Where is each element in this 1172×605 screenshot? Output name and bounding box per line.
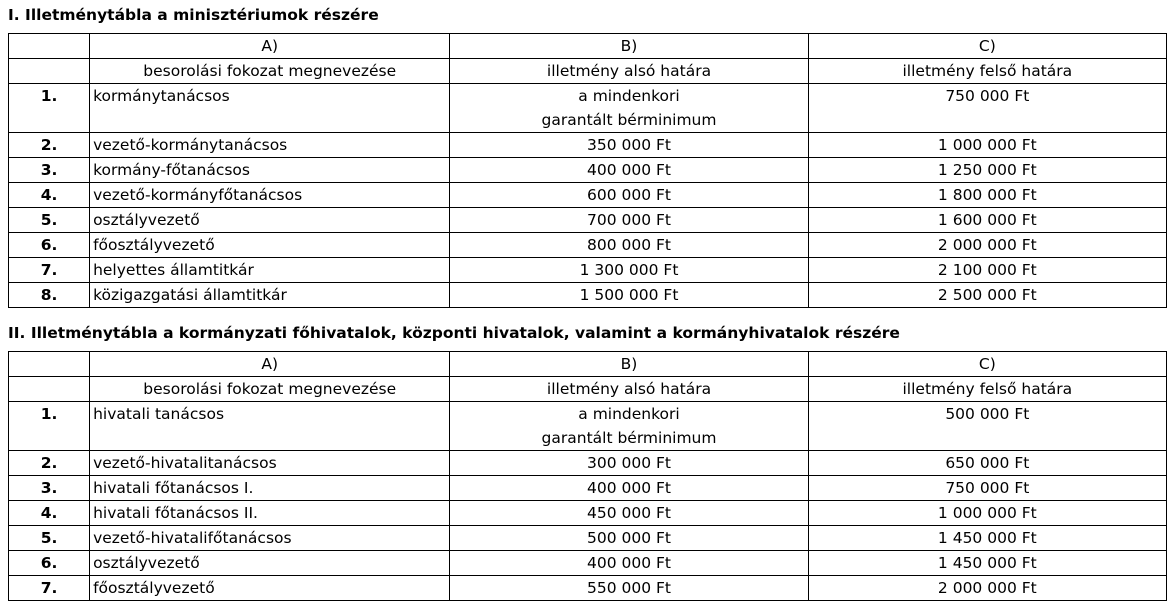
grade-name: vezető-hivatalifőtanácsos (90, 526, 450, 551)
salary-max: 2 100 000 Ft (808, 258, 1166, 283)
salary-max: 2 000 000 Ft (808, 576, 1166, 601)
column-letter: B) (450, 34, 808, 59)
header-corner-cell (9, 352, 90, 377)
salary-min: 350 000 Ft (450, 133, 808, 158)
column-header: besorolási fokozat megnevezése (90, 59, 450, 84)
grade-name: főosztályvezető (90, 233, 450, 258)
section-title: I. Illetménytábla a minisztériumok részére (8, 6, 379, 24)
salary-min: 450 000 Ft (450, 501, 808, 526)
header-corner-cell (9, 34, 90, 59)
salary-min: 1 300 000 Ft (450, 258, 808, 283)
salary-min-line: a mindenkori (578, 87, 680, 105)
grade-name: osztályvezető (90, 208, 450, 233)
grade-name: vezető-kormányfőtanácsos (90, 183, 450, 208)
table-row (9, 133, 1167, 158)
salary-max: 2 500 000 Ft (808, 283, 1166, 308)
salary-max: 1 000 000 Ft (808, 133, 1166, 158)
row-number: 5. (9, 208, 90, 233)
salary-max: 1 800 000 Ft (808, 183, 1166, 208)
table-row (9, 158, 1167, 183)
salary-min: 400 000 Ft (450, 476, 808, 501)
grade-name: vezető-hivatalitanácsos (90, 451, 450, 476)
column-header-row (9, 59, 1167, 84)
row-number: 1. (9, 402, 90, 451)
row-number: 2. (9, 451, 90, 476)
table-row (9, 501, 1167, 526)
table-row (9, 526, 1167, 551)
section-title: II. Illetménytábla a kormányzati főhivatalok, központi hivatalok, valamint a kormányhivatalok részére (8, 324, 900, 342)
column-header: besorolási fokozat megnevezése (90, 377, 450, 402)
salary-min: 400 000 Ft (450, 158, 808, 183)
grade-name: hivatali főtanácsos II. (90, 501, 450, 526)
column-letter: A) (90, 352, 450, 377)
table-row (9, 233, 1167, 258)
salary-table-ministries (8, 33, 1167, 308)
row-number: 2. (9, 133, 90, 158)
column-header: illetmény felső határa (808, 59, 1166, 84)
grade-name: vezető-kormánytanácsos (90, 133, 450, 158)
salary-max: 1 250 000 Ft (808, 158, 1166, 183)
salary-max: 500 000 Ft (808, 402, 1166, 451)
salary-min-line: a mindenkori (578, 405, 680, 423)
salary-min-line: garantált bérminimum (541, 111, 717, 129)
table-row (9, 476, 1167, 501)
table-row (9, 451, 1167, 476)
row-number: 3. (9, 476, 90, 501)
table-row (9, 258, 1167, 283)
salary-max: 750 000 Ft (808, 476, 1166, 501)
table-row (9, 576, 1167, 601)
grade-name: hivatali főtanácsos I. (90, 476, 450, 501)
column-letter-row (9, 352, 1167, 377)
row-number: 7. (9, 258, 90, 283)
table-row (9, 84, 1167, 133)
table-row (9, 183, 1167, 208)
header-corner-cell (9, 377, 90, 402)
salary-max: 750 000 Ft (808, 84, 1166, 133)
column-letter: C) (808, 352, 1166, 377)
column-header-row (9, 377, 1167, 402)
salary-min: 600 000 Ft (450, 183, 808, 208)
row-number: 8. (9, 283, 90, 308)
table-row (9, 402, 1167, 451)
salary-min: 500 000 Ft (450, 526, 808, 551)
column-header: illetmény alsó határa (450, 59, 808, 84)
grade-name: kormány-főtanácsos (90, 158, 450, 183)
salary-table-offices (8, 351, 1167, 601)
column-letter: B) (450, 352, 808, 377)
row-number: 6. (9, 551, 90, 576)
table-row (9, 283, 1167, 308)
salary-max: 1 000 000 Ft (808, 501, 1166, 526)
salary-max: 2 000 000 Ft (808, 233, 1166, 258)
salary-max: 650 000 Ft (808, 451, 1166, 476)
grade-name: helyettes államtitkár (90, 258, 450, 283)
row-number: 1. (9, 84, 90, 133)
salary-min: 1 500 000 Ft (450, 283, 808, 308)
row-number: 4. (9, 183, 90, 208)
column-header: illetmény felső határa (808, 377, 1166, 402)
row-number: 3. (9, 158, 90, 183)
column-letter-row (9, 34, 1167, 59)
header-corner-cell (9, 59, 90, 84)
table-row (9, 208, 1167, 233)
grade-name: főosztályvezető (90, 576, 450, 601)
grade-name: közigazgatási államtitkár (90, 283, 450, 308)
column-header: illetmény alsó határa (450, 377, 808, 402)
table-row (9, 551, 1167, 576)
grade-name: hivatali tanácsos (90, 402, 450, 451)
row-number: 5. (9, 526, 90, 551)
row-number: 7. (9, 576, 90, 601)
salary-min (450, 402, 808, 451)
column-letter: C) (808, 34, 1166, 59)
salary-min: 550 000 Ft (450, 576, 808, 601)
row-number: 4. (9, 501, 90, 526)
grade-name: osztályvezető (90, 551, 450, 576)
row-number: 6. (9, 233, 90, 258)
salary-min: 300 000 Ft (450, 451, 808, 476)
salary-min: 800 000 Ft (450, 233, 808, 258)
salary-min: 700 000 Ft (450, 208, 808, 233)
salary-max: 1 450 000 Ft (808, 551, 1166, 576)
salary-min-line: garantált bérminimum (541, 429, 717, 447)
grade-name: kormánytanácsos (90, 84, 450, 133)
salary-max: 1 450 000 Ft (808, 526, 1166, 551)
salary-max: 1 600 000 Ft (808, 208, 1166, 233)
salary-min: 400 000 Ft (450, 551, 808, 576)
salary-min (450, 84, 808, 133)
column-letter: A) (90, 34, 450, 59)
